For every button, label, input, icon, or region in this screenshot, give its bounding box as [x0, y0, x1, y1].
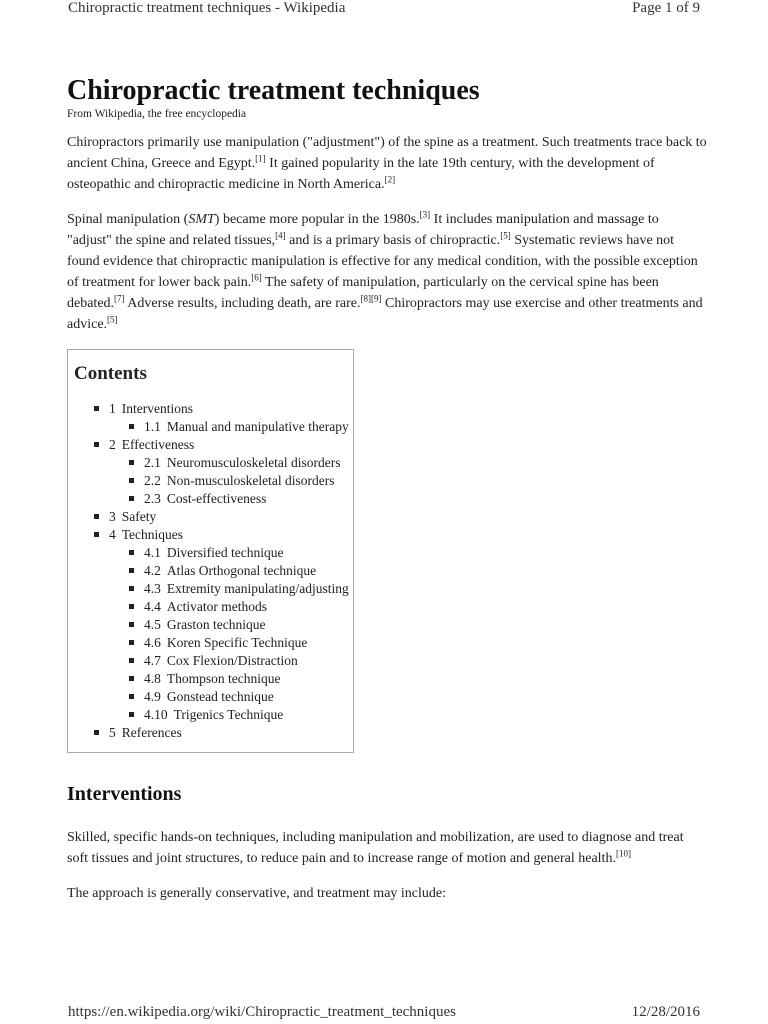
toc-item[interactable]: 4 Techniques [74, 526, 353, 544]
smt-abbreviation: SMT [188, 212, 215, 227]
citation-link[interactable]: [3] [419, 209, 431, 220]
citation-link[interactable]: [5] [107, 314, 118, 325]
citation-link[interactable]: [8][9] [360, 293, 382, 304]
toc-title: Contents [74, 363, 147, 384]
toc-item[interactable]: 2 Effectiveness [74, 436, 353, 454]
footer-date: 12/28/2016 [631, 1004, 700, 1020]
interventions-paragraph-2: The approach is generally conservative, and treatment may include: [67, 886, 447, 901]
intro-paragraph-1: Chiropractors primarily use manipulation ("adjustment") of the spine as a treatment. Such treatments trace back to ancient China, Greece and Egypt.[1] It gained popularity in the late 19th century, with the development of osteopathic and chiropractic medicine in North America.[2] [67, 135, 707, 192]
toc-item[interactable]: 4.2 Atlas Orthogonal technique [74, 562, 353, 580]
header-document-title: Chiropractic treatment techniques - Wikipedia [68, 0, 346, 16]
header-page-indicator: Page 1 of 9 [632, 0, 700, 16]
toc-list [74, 400, 353, 742]
toc-item[interactable]: 4.1 Diversified technique [74, 544, 353, 562]
page-subtitle: From Wikipedia, the free encyclopedia [67, 108, 247, 120]
toc-item[interactable]: 2.1 Neuromusculoskeletal disorders [74, 454, 353, 472]
toc-item[interactable]: 1 Interventions [74, 400, 353, 418]
toc-item[interactable]: 5 References [74, 724, 353, 742]
toc-item[interactable]: 4.7 Cox Flexion/Distraction [74, 652, 353, 670]
toc-item[interactable]: 1.1 Manual and manipulative therapy [74, 418, 353, 436]
section-heading-interventions: Interventions [67, 783, 182, 805]
citation-link[interactable]: [1] [255, 153, 266, 164]
toc-item[interactable]: 4.5 Graston technique [74, 616, 353, 634]
citation-link[interactable]: [4] [275, 230, 286, 241]
interventions-paragraph-1: Skilled, specific hands-on techniques, including manipulation and mobilization, are used to diagnose and treat soft tissues and joint structures, to reduce pain and to increase range of motion and general health.[10] [67, 830, 684, 866]
running-header [68, 0, 700, 24]
running-footer [68, 1004, 700, 1021]
toc-item[interactable]: 2.3 Cost-effectiveness [74, 490, 353, 508]
toc-item[interactable]: 4.9 Gonstead technique [74, 688, 353, 706]
citation-link[interactable]: [10] [615, 848, 631, 859]
toc-item[interactable]: 4.6 Koren Specific Technique [74, 634, 353, 652]
citation-link[interactable]: [6] [251, 272, 262, 283]
toc-item[interactable]: 4.10 Trigenics Technique [74, 706, 353, 724]
page-title: Chiropractic treatment techniques [67, 75, 480, 106]
citation-link[interactable]: [2] [384, 174, 396, 185]
toc-item[interactable]: 4.4 Activator methods [74, 598, 353, 616]
toc-item[interactable]: 2.2 Non-musculoskeletal disorders [74, 472, 353, 490]
footer-url: https://en.wikipedia.org/wiki/Chiropractic_treatment_techniques [68, 1004, 456, 1020]
article-content [67, 74, 707, 904]
toc-item[interactable]: 4.8 Thompson technique [74, 670, 353, 688]
toc-item[interactable]: 3 Safety [74, 508, 353, 526]
citation-link[interactable]: [7] [114, 293, 125, 304]
intro-paragraph-2: Spinal manipulation (SMT) became more popular in the 1980s.[3] It includes manipulation and massage to "adjust" the spine and related tissues,[4] and is a primary basis of chiropractic.[5] Systematic reviews have not found evidence that chiropractic manipulation is effective for any medical condition, with the possible exception of treatment for lower back pain.[6] The safety of manipulation, particularly on the cervical spine has been debated.[7] Adverse results, including death, are rare.[8][9] Chiropractors may use exercise and other treatments and advice.[5] [67, 209, 703, 332]
toc-item[interactable]: 4.3 Extremity manipulating/adjusting [74, 580, 353, 598]
table-of-contents [67, 349, 354, 753]
citation-link[interactable]: [5] [500, 230, 511, 241]
